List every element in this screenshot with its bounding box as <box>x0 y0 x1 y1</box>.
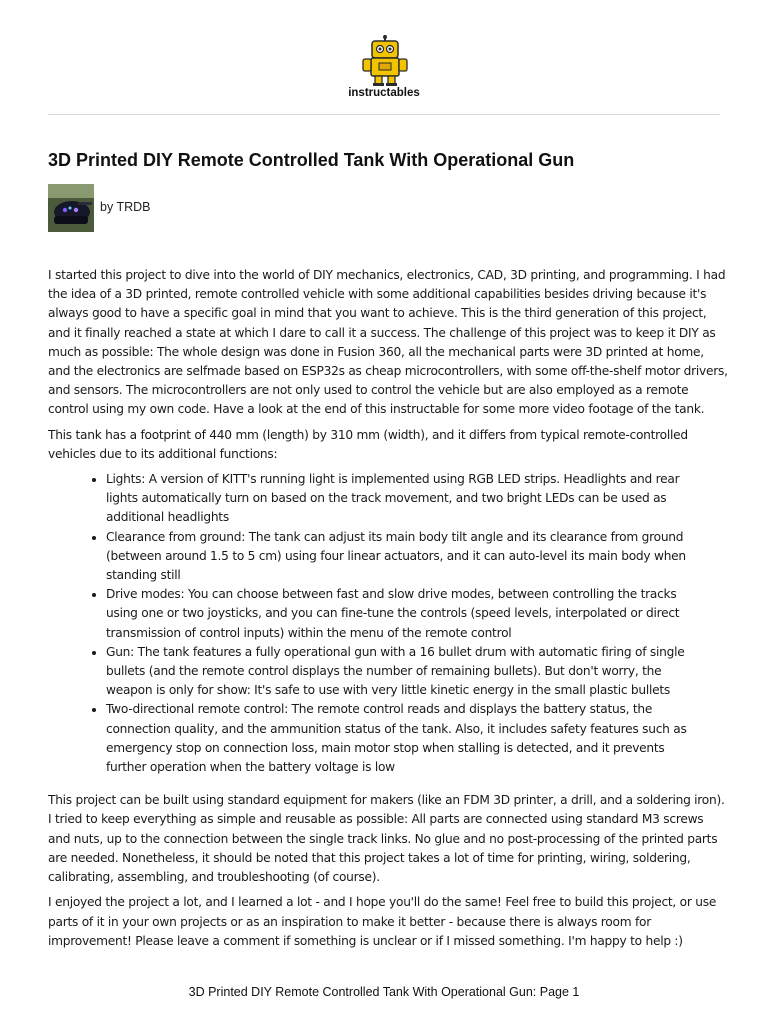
feature-clearance: • Clearance from ground: The tank can adjust its main body tilt angle and its clearance from ground (between around 1.5 to 5 cm) using four linear actuators, and it can auto-level its main body when standing still <box>106 528 728 586</box>
closing-paragraph: I enjoyed the project a lot, and I learned a lot - and I hope you'll do the same! Feel free to build this project, or use parts of it in your own projects or as an inspiration to make it better - because there is always room for improvement! Please leave a comment if something is unclear or if I missed something. I'm happy to help :) <box>48 895 717 948</box>
page-footer: 3D Printed DIY Remote Controlled Tank With Operational Gun: Page 1 <box>188 985 580 999</box>
author-byline[interactable]: by TRDB <box>100 200 151 214</box>
page-title: 3D Printed DIY Remote Controlled Tank With Operational Gun <box>48 150 575 170</box>
author-avatar[interactable] <box>48 184 94 232</box>
feature-list <box>48 470 728 777</box>
intro-paragraph: I started this project to dive into the world of DIY mechanics, electronics, CAD, 3D printing, and programming. I had the idea of a 3D printed, remote controlled vehicle with some additional capabilities besides driving because it's always good to have a specific goal in mind that you want to achieve. This is the third generation of this project, and it finally reached a state at which I dare to call it a success. The challenge of this project was to keep it DIY as much as possible: The whole design was done in Fusion 360, all the mechanical parts were 3D printed at home, and the electronics are selfmade based on ESP32s as cheap microcontrollers, with some off-the-shelf motor drivers, and sensors. The microcontrollers are not only used to control the vehicle but are also employed as a remote control using my own code. Have a look at the end of this instructable for some more video footage of the tank. <box>48 268 728 417</box>
feature-remote-control: • Two-directional remote control: The remote control reads and displays the battery status, the connection quality, and the ammunition status of the tank. Also, it includes safety features such as emergency stop on connection loss, main motor stop when stalling is detected, and it prevents further operation when the battery voltage is low <box>106 700 728 777</box>
page-header <box>0 0 768 104</box>
brand-name: instructables <box>348 87 420 99</box>
footprint-paragraph: This tank has a footprint of 440 mm (length) by 310 mm (width), and it differs from typical remote-controlled vehicles due to its additional functions: <box>48 427 688 461</box>
equipment-paragraph: This project can be built using standard equipment for makers (like an FDM 3D printer, a drill, and a soldering iron). I tried to keep everything as simple and reusable as possible: All parts are connected using standard M3 screws and nuts, up to the connection between the single track links. No glue and no post-processing of the printed parts are needed. Nonetheless, it should be noted that this project takes a lot of time for printing, wiring, soldering, calibrating, assembling, and troubleshooting (of course). <box>48 793 725 885</box>
header-divider <box>48 114 720 115</box>
feature-lights: • Lights: A version of KITT's running light is implemented using RGB LED strips. Headlights and rear lights automatically turn on based on the track movement, and two bright LEDs can be used as additional headlights <box>106 470 728 528</box>
article-body <box>48 266 728 957</box>
instructables-robot-logo <box>360 35 410 87</box>
feature-gun: • Gun: The tank features a fully operational gun with a 16 bullet drum with automatic firing of single bullets (and the remote control displays the number of remaining bullets). But don't worry, the weapon is only for show: It's safe to use with very little kinetic energy in the small plastic bullets <box>106 643 728 701</box>
feature-drive-modes: • Drive modes: You can choose between fast and slow drive modes, between controlling the tracks using one or two joysticks, and you can fine-tune the controls (speed levels, interpolated or direct transmission of control inputs) within the menu of the remote control <box>106 585 728 643</box>
